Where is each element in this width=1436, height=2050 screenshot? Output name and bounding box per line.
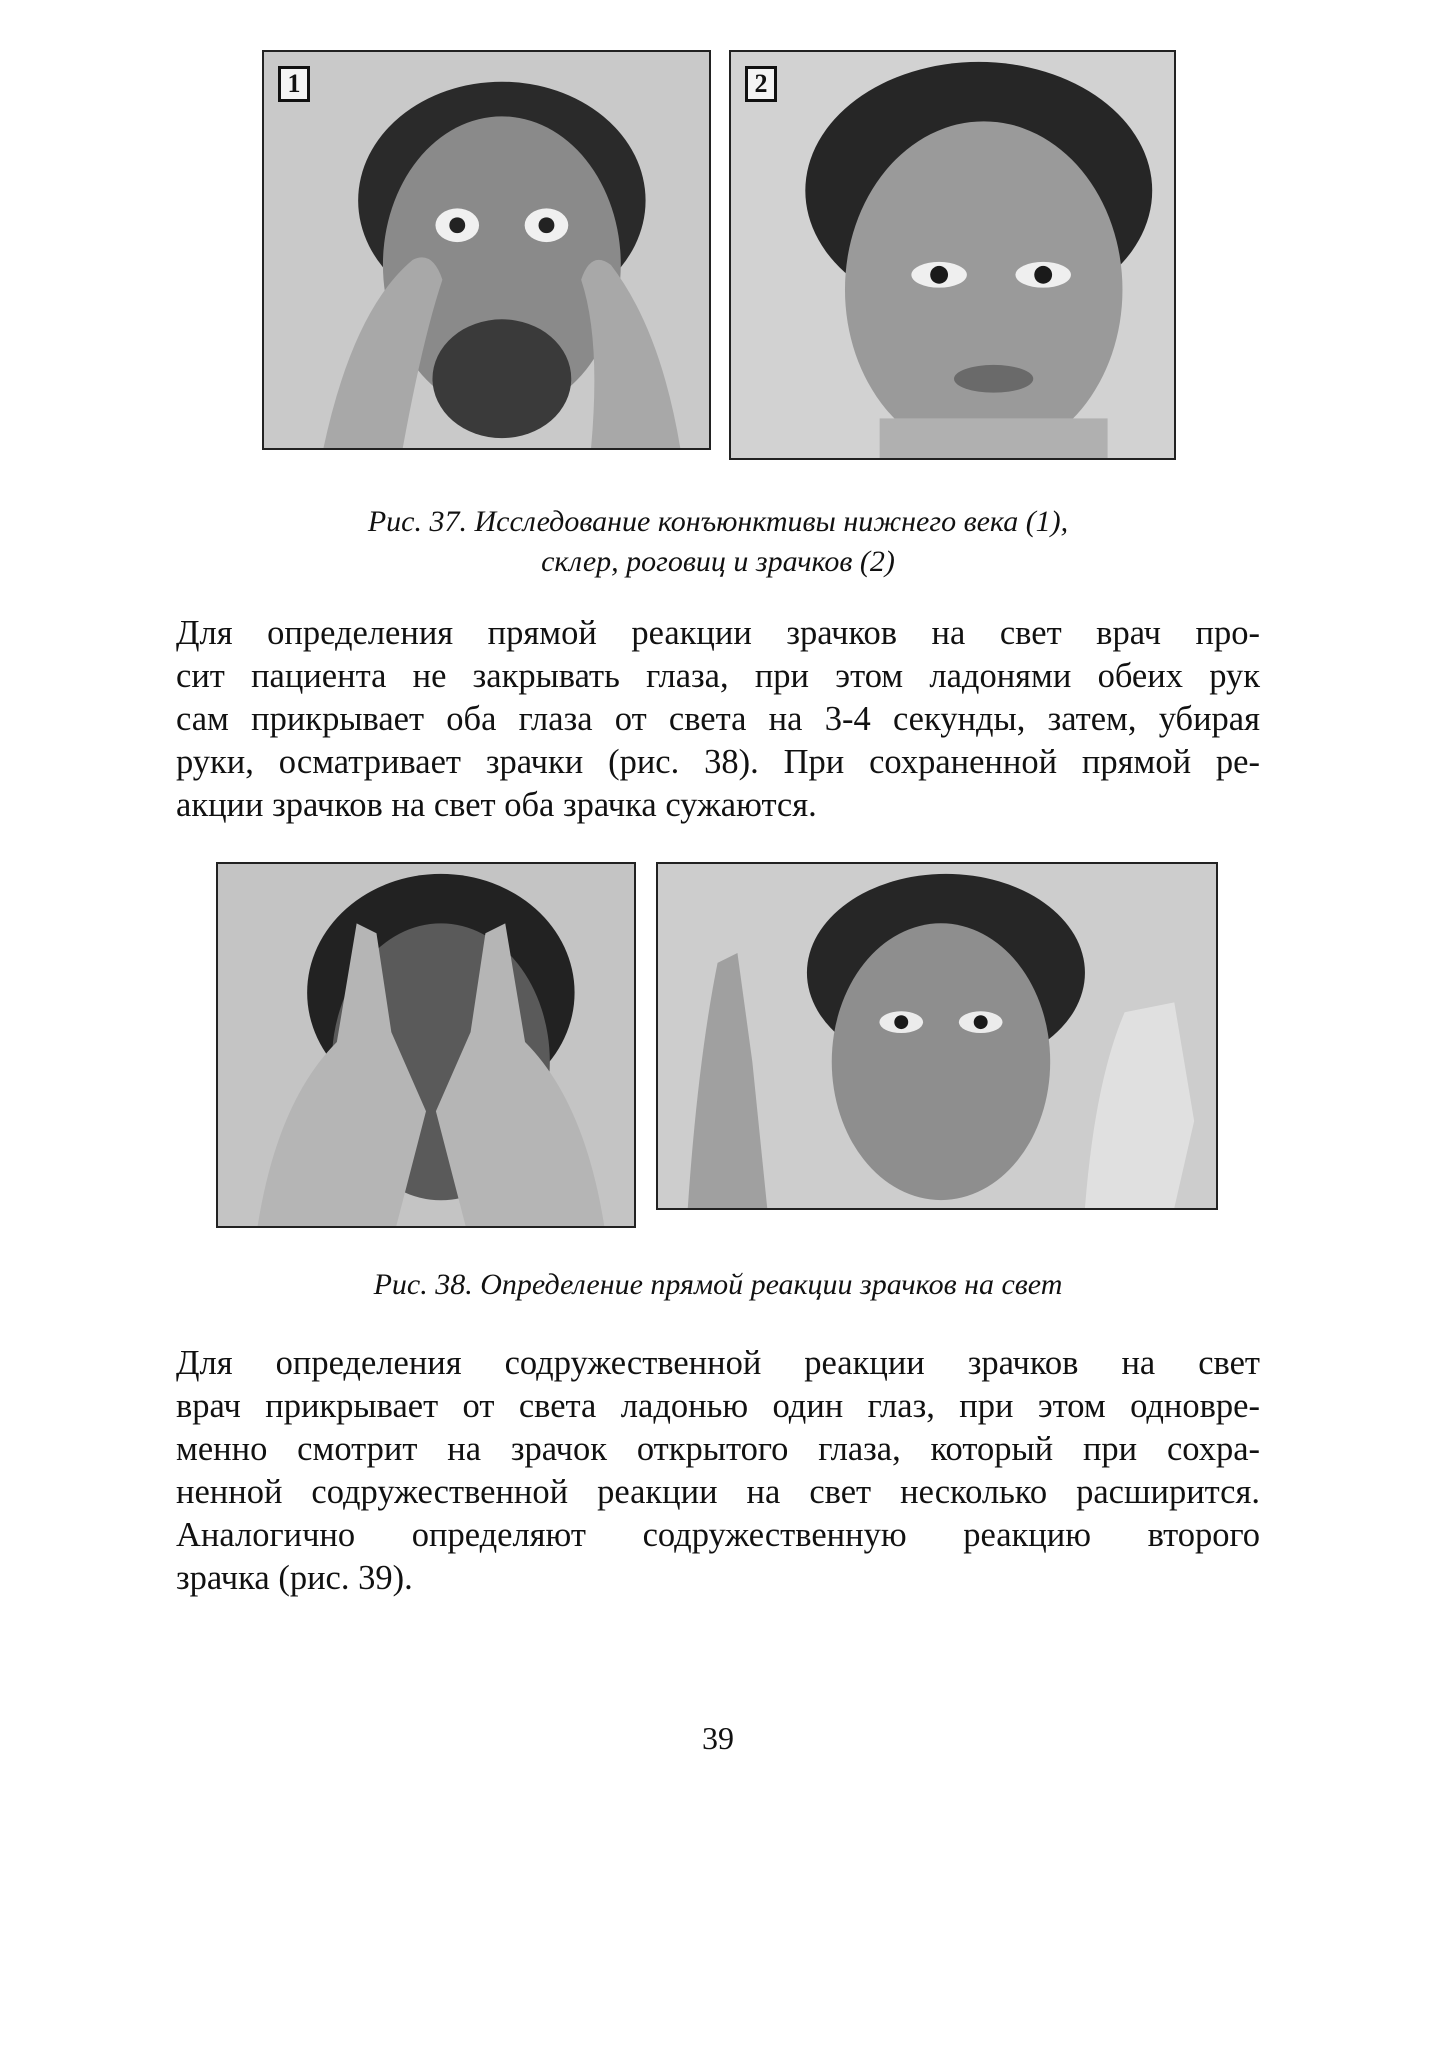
figure37-caption-line1: Рис. 37. Исследование конъюнктивы нижнего века (1), <box>367 505 1069 538</box>
text-line: сит пациента не закрывать глаза, при этом ладонями обеих рук <box>176 657 1260 695</box>
text-line: врач прикрывает от света ладонью один глаз, при этом одновре- <box>176 1387 1260 1425</box>
text-line: руки, осматривает зрачки (рис. 38). При сохраненной прямой ре- <box>176 743 1260 781</box>
text-line: менно смотрит на зрачок открытого глаза, который при сохра- <box>176 1430 1260 1468</box>
text-line: Для определения прямой реакции зрачков на свет врач про- <box>176 614 1260 652</box>
figure38-photo-eyes-covered <box>216 862 636 1228</box>
figure38-photo-eyes-uncovered <box>656 862 1218 1210</box>
text-line: ненной содружественной реакции на свет несколько расширится. <box>176 1473 1260 1511</box>
paragraph-direct-reaction <box>176 612 1260 827</box>
figure37-panel2-label: 2 <box>745 66 777 102</box>
figure37-caption-line2: склер, роговиц и зрачков (2) <box>541 545 895 578</box>
text-line: сам прикрывает оба глаза от света на 3-4 секунды, затем, убирая <box>176 700 1260 738</box>
text-line: Для определения содружественной реакции зрачков на свет <box>176 1344 1260 1382</box>
text-line: зрачка (рис. 39). <box>176 1559 413 1597</box>
figure37-panel1-label: 1 <box>278 66 310 102</box>
paragraph-consensual-reaction <box>176 1342 1260 1600</box>
figure38-caption: Рис. 38. Определение прямой реакции зрачков на свет <box>373 1268 1063 1301</box>
text-line: акции зрачков на свет оба зрачка сужаются. <box>176 786 817 824</box>
figure37-photo-eyelid-exam <box>262 50 711 450</box>
text-line: Аналогично определяют содружественную реакцию второго <box>176 1516 1260 1554</box>
page-number: 39 <box>702 1720 734 1756</box>
figure37-photo-pupil-exam <box>729 50 1176 460</box>
